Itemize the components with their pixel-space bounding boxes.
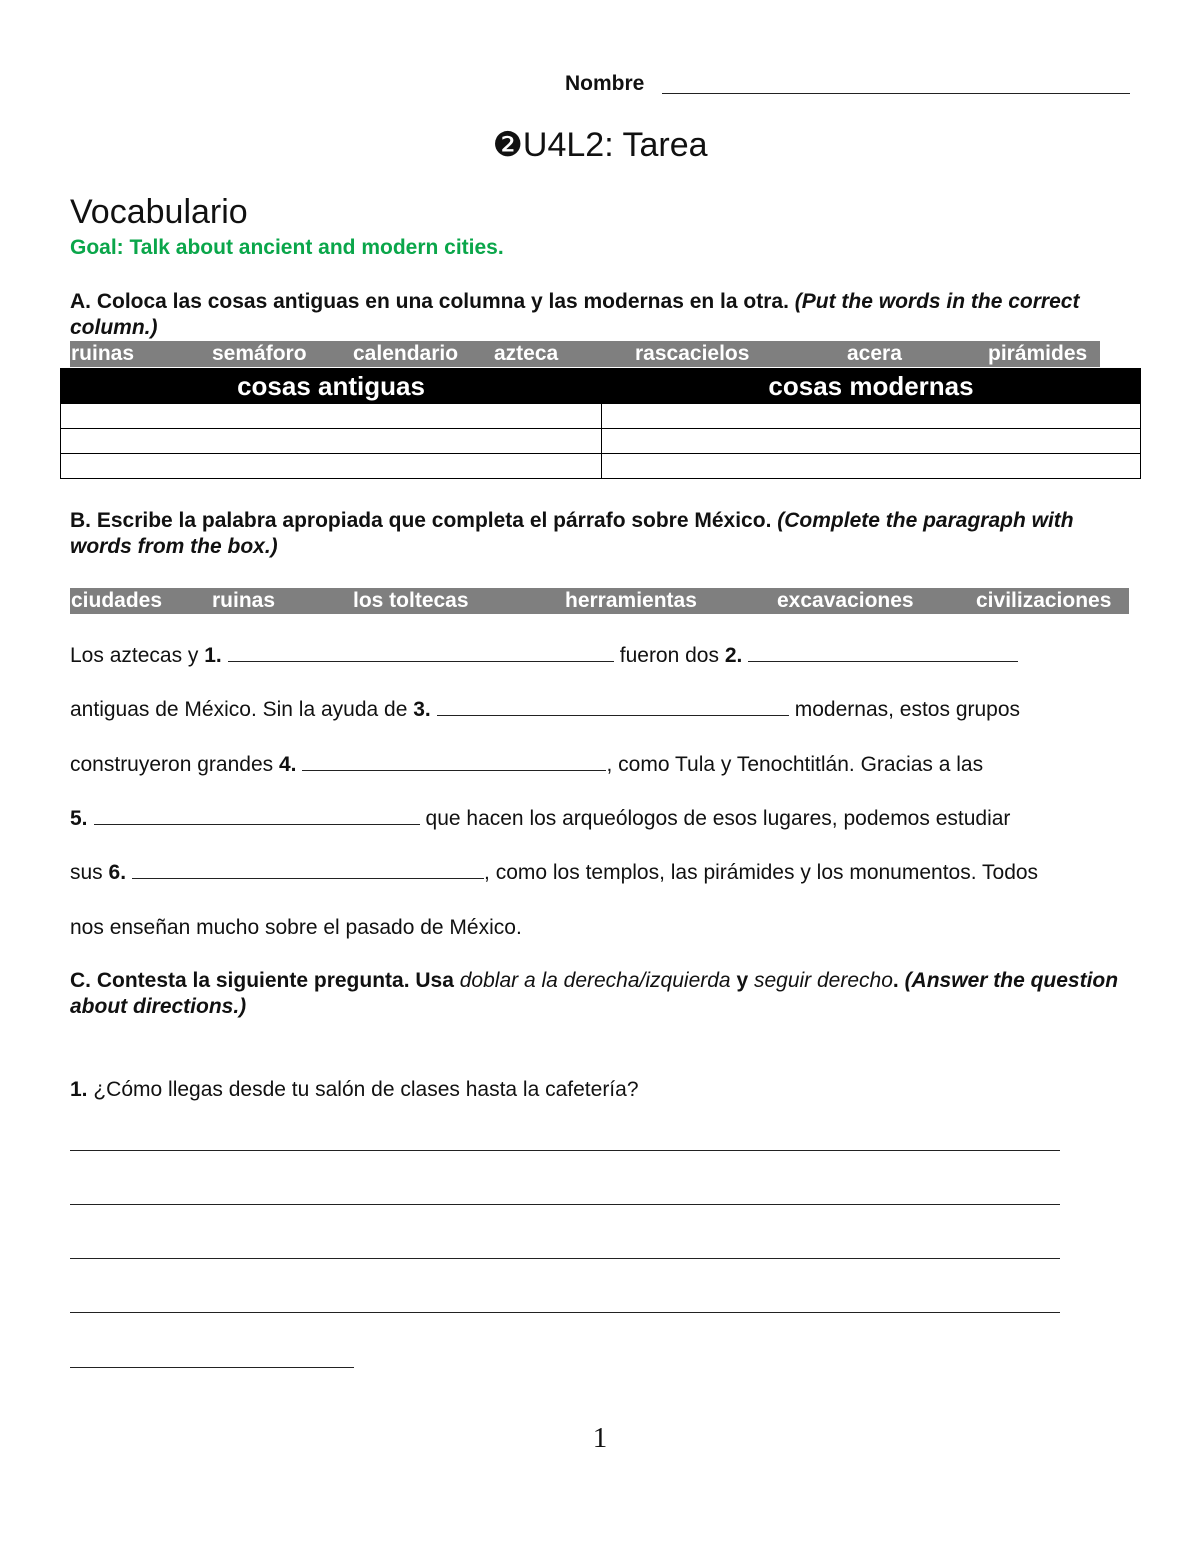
word-bank-item: rascacielos xyxy=(635,342,750,365)
section-a-instruction: A. Coloca las cosas antiguas en una columna y las modernas en la otra. (Put the words in the correct column.) xyxy=(70,290,1080,339)
fill-blank-1[interactable] xyxy=(228,660,614,662)
word-bank-item: ruinas xyxy=(71,342,135,365)
sorting-table xyxy=(60,368,1141,479)
table-cell[interactable] xyxy=(61,429,602,454)
question-1: 1. ¿Cómo llegas desde tu salón de clases hasta la cafetería? xyxy=(70,1078,639,1101)
word-bank-b xyxy=(70,588,1129,614)
word-bank-item: pirámides xyxy=(988,342,1088,365)
word-bank-item: azteca xyxy=(494,342,559,365)
fill-blank-3[interactable] xyxy=(437,714,789,716)
word-bank-item: calendario xyxy=(353,342,459,365)
table-cell[interactable] xyxy=(61,404,602,429)
section-b-instruction: B. Escribe la palabra apropiada que completa el párrafo sobre México. (Complete the paragraph with words from the box.) xyxy=(70,509,1074,558)
answer-line[interactable] xyxy=(70,1258,1060,1259)
fill-blank-6[interactable] xyxy=(132,877,484,879)
word-bank-item: ciudades xyxy=(71,589,163,612)
section-c-instruction: C. Contesta la siguiente pregunta. Usa doblar a la derecha/izquierda y seguir derecho. (Answer the question about directions.) xyxy=(70,969,1119,1018)
table-cell[interactable] xyxy=(602,404,1141,429)
paragraph-line: nos enseñan mucho sobre el pasado de México. xyxy=(70,916,522,939)
word-bank-item: excavaciones xyxy=(777,589,914,612)
word-bank-item: semáforo xyxy=(212,342,307,365)
word-bank-a xyxy=(70,341,1100,367)
word-bank-item: acera xyxy=(847,342,902,365)
word-bank-item: los toltecas xyxy=(353,589,469,612)
answer-line[interactable] xyxy=(70,1204,1060,1205)
name-blank-line[interactable] xyxy=(662,93,1130,94)
answer-line[interactable] xyxy=(70,1312,1060,1313)
page-title: ❷U4L2: Tarea xyxy=(492,126,708,164)
column-header-antiguas: cosas antiguas xyxy=(61,369,602,404)
fill-blank-2[interactable] xyxy=(748,660,1018,662)
fill-blank-5[interactable] xyxy=(94,823,420,825)
goal-text: Goal: Talk about ancient and modern cities. xyxy=(70,236,504,259)
table-cell[interactable] xyxy=(602,429,1141,454)
answer-line[interactable] xyxy=(70,1367,354,1368)
word-bank-item: herramientas xyxy=(565,589,697,612)
word-bank-item: ruinas xyxy=(212,589,276,612)
section-heading-vocabulario: Vocabulario xyxy=(70,193,248,231)
paragraph-line: construyeron grandes 4. , como Tula y Tenochtitlán. Gracias a las xyxy=(70,753,984,776)
fill-blank-4[interactable] xyxy=(302,769,606,771)
table-cell[interactable] xyxy=(602,454,1141,479)
table-cell[interactable] xyxy=(61,454,602,479)
column-header-modernas: cosas modernas xyxy=(602,369,1141,404)
paragraph-line: antiguas de México. Sin la ayuda de 3. modernas, estos grupos xyxy=(70,698,1021,721)
page-number: 1 xyxy=(592,1422,608,1454)
paragraph-line: sus 6. , como los templos, las pirámides y los monumentos. Todos xyxy=(70,861,1039,884)
paragraph-line: Los aztecas y 1. fueron dos 2. xyxy=(70,644,1024,668)
paragraph-line: 5. que hacen los arqueólogos de esos lugares, podemos estudiar xyxy=(70,807,1011,830)
answer-line[interactable] xyxy=(70,1150,1060,1151)
word-bank-item: civilizaciones xyxy=(976,589,1112,612)
name-label: Nombre xyxy=(565,72,645,95)
